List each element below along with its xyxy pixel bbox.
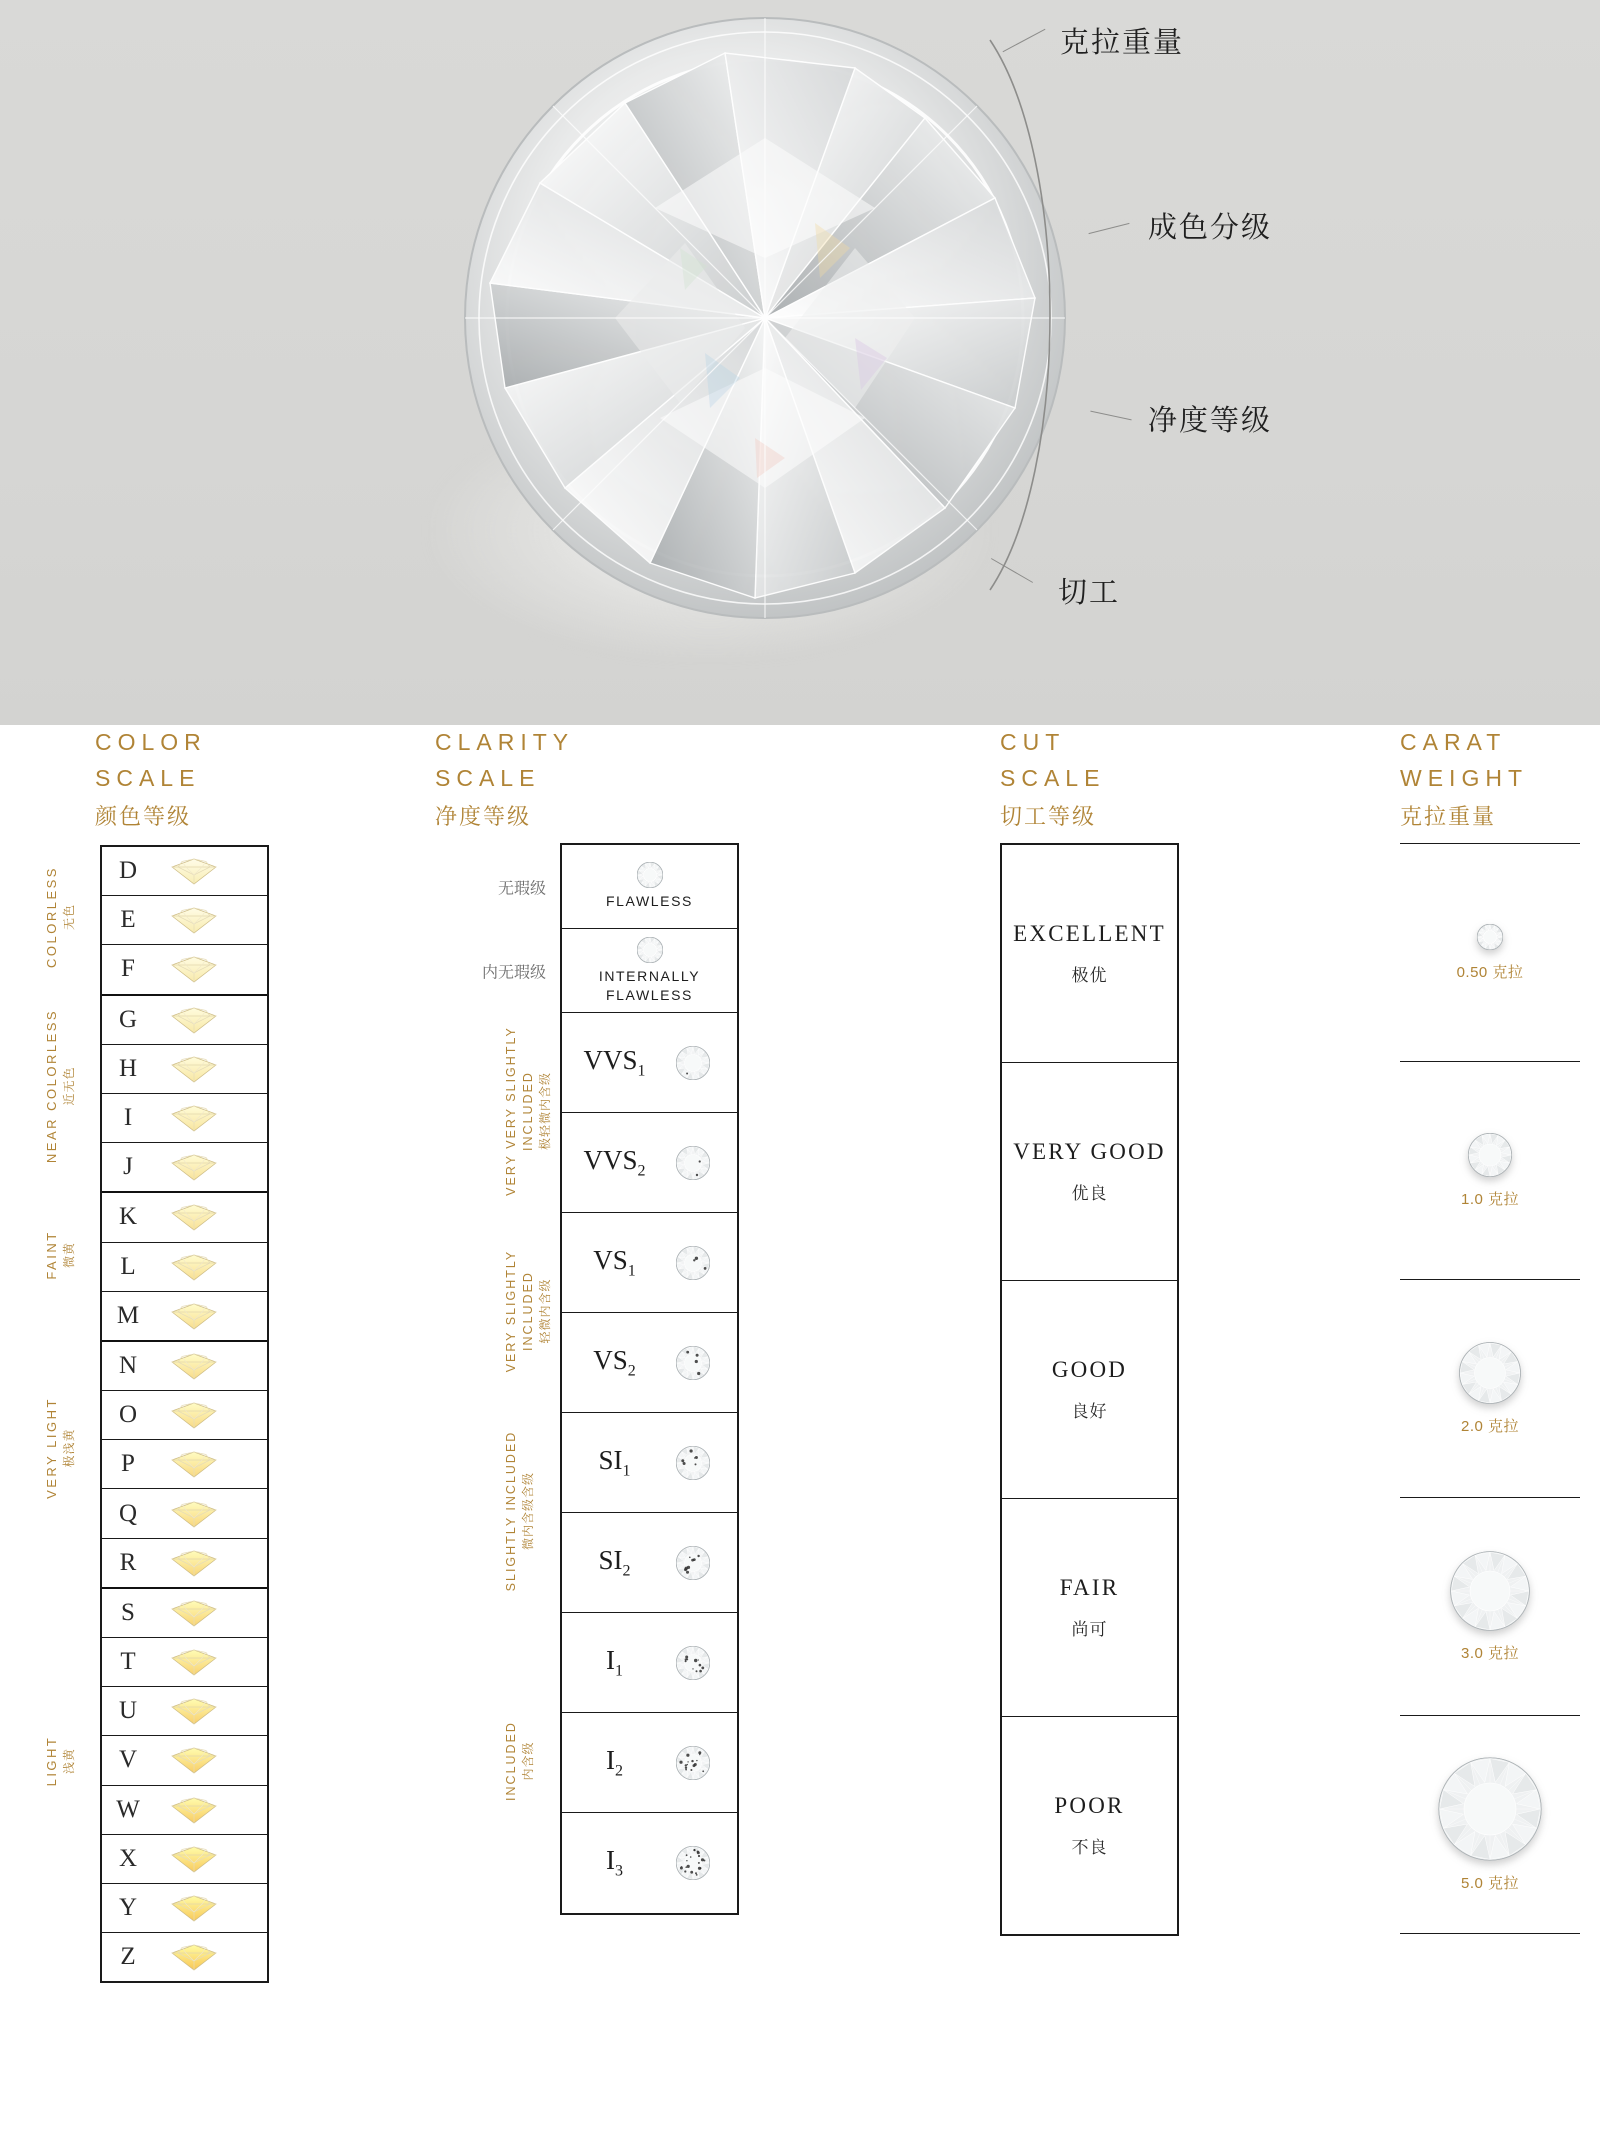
color-scale-title-cn: 颜色等级 — [95, 804, 192, 830]
carat-gem — [1438, 1757, 1542, 1866]
cut-grade-en: POOR — [1054, 1793, 1125, 1818]
color-grade-row — [102, 1094, 267, 1143]
color-grade-gem — [154, 1893, 234, 1923]
color-grade-row — [102, 1638, 267, 1687]
diamond-illustration — [455, 8, 1075, 628]
color-grade-letter: H — [118, 1054, 138, 1082]
round-diamond-icon — [676, 1846, 710, 1880]
cut-scale-title — [1000, 725, 1105, 834]
color-grade-letter: V — [118, 1746, 138, 1774]
carat-gem — [1477, 924, 1503, 955]
color-grade-letter: K — [118, 1203, 138, 1231]
gem-icon — [168, 1499, 220, 1529]
color-grade-row — [102, 1292, 267, 1342]
cut-grade-row — [1002, 1499, 1177, 1717]
carat-gem — [1468, 1133, 1512, 1182]
gem-icon — [168, 954, 220, 984]
clarity-grade-row — [562, 1413, 737, 1513]
gem-icon — [168, 1795, 220, 1825]
clarity-grade-row — [562, 1613, 737, 1713]
carat-weight-table — [1400, 843, 1580, 1934]
color-grade-letter: X — [118, 1844, 138, 1872]
gem-icon — [168, 1745, 220, 1775]
color-grade-gem — [154, 1942, 234, 1972]
carat-weight-label: 0.50 克拉 — [1456, 963, 1524, 981]
carat-weight-row — [1400, 844, 1580, 1062]
clarity-grade-gem — [658, 1446, 728, 1480]
color-grade-row — [102, 945, 267, 995]
gem-icon — [168, 1844, 220, 1874]
scales-section — [0, 725, 1600, 2130]
color-group-label-en: FAINT — [44, 1230, 59, 1280]
carat-weight-row — [1400, 1498, 1580, 1716]
color-group-label-cn: 浅黄 — [61, 1747, 76, 1774]
color-grade-row — [102, 1243, 267, 1292]
color-grade-letter: R — [119, 1548, 137, 1576]
color-grade-gem — [154, 1449, 234, 1479]
clarity-grade-gem — [658, 1846, 728, 1880]
cut-grade-row — [1002, 1281, 1177, 1499]
color-grade-letter: F — [121, 955, 135, 983]
carat-weight-row — [1400, 1280, 1580, 1498]
cut-scale-title-line1: CUT — [1000, 729, 1066, 755]
color-scale-title-line1: COLOR — [95, 729, 207, 755]
color-grade-letter: J — [123, 1153, 133, 1181]
color-grade-table — [100, 845, 269, 1983]
hero-label-carat: 克拉重量 — [1060, 27, 1185, 59]
color-grade-letter: Y — [118, 1894, 138, 1922]
color-grade-gem — [154, 1696, 234, 1726]
cut-grade-row — [1002, 1717, 1177, 1934]
color-grade-row — [102, 1687, 267, 1736]
color-grade-gem — [154, 1795, 234, 1825]
round-diamond-icon — [637, 937, 663, 963]
color-grade-letter: P — [121, 1450, 135, 1478]
color-grade-gem — [154, 1301, 234, 1331]
color-scale-title-line2: SCALE — [95, 764, 201, 791]
clarity-grade-row — [562, 1513, 737, 1613]
color-grade-gem — [154, 1400, 234, 1430]
color-grade-letter: L — [120, 1252, 136, 1280]
color-group-label-en: VERY LIGHT — [44, 1396, 59, 1499]
cut-grade-en: EXCELLENT — [1013, 921, 1166, 946]
gem-icon — [168, 1252, 220, 1282]
color-grade-row — [102, 896, 267, 945]
cut-grade-cn: 不良 — [1071, 1838, 1108, 1857]
color-grade-row — [102, 1736, 267, 1785]
clarity-grade-row — [481, 929, 737, 1013]
cut-grade-row — [1002, 845, 1177, 1063]
color-grade-row — [102, 1342, 267, 1391]
gem-icon — [168, 1893, 220, 1923]
gem-icon — [168, 1005, 220, 1035]
clarity-grade-code: $SI_1$ — [598, 1444, 631, 1480]
color-grade-gem — [154, 1647, 234, 1677]
clarity-grade-code: $SI_2$ — [598, 1544, 631, 1580]
color-grade-row — [102, 1391, 267, 1440]
color-grade-gem — [154, 1548, 234, 1578]
hero-label-clarity: 净度等级 — [1148, 405, 1273, 437]
gem-icon — [168, 1942, 220, 1972]
color-group-label — [43, 1646, 77, 1876]
clarity-grade-gem — [658, 1646, 728, 1680]
color-grade-gem — [154, 905, 234, 935]
clarity-grade-gem — [658, 1546, 728, 1580]
color-scale-title — [95, 725, 207, 834]
color-grade-letter: I — [123, 1104, 133, 1132]
color-grade-row — [102, 1589, 267, 1638]
round-diamond-icon — [1477, 924, 1503, 950]
cut-grade-table — [1000, 843, 1179, 1936]
carat-weight-row — [1400, 1716, 1580, 1933]
color-grade-row — [102, 1835, 267, 1884]
carat-weight-label: 3.0 克拉 — [1460, 1644, 1520, 1662]
clarity-group-label-en: VERY VERY SLIGHTLY INCLUDED — [504, 1026, 535, 1196]
gem-icon — [168, 1103, 220, 1133]
gem-icon — [168, 1202, 220, 1232]
color-grade-row — [102, 996, 267, 1045]
clarity-grade-gem — [615, 862, 685, 888]
color-grade-gem — [154, 954, 234, 984]
round-diamond-icon — [676, 1646, 710, 1680]
color-grade-row — [102, 1045, 267, 1094]
round-diamond-icon — [637, 862, 663, 888]
color-group-label-en: NEAR COLORLESS — [44, 1008, 59, 1164]
color-grade-row — [102, 1933, 267, 1981]
clarity-group-label-cn: 内含级 — [520, 1741, 535, 1781]
clarity-grade-code: $I_2$ — [606, 1744, 623, 1780]
hero-label-color: 成色分级 — [1148, 212, 1273, 244]
clarity-grade-row — [562, 1313, 737, 1413]
clarity-grade-code: $I_1$ — [606, 1644, 623, 1680]
cut-grade-en: GOOD — [1051, 1357, 1128, 1382]
cut-grade-en: FAIR — [1059, 1575, 1120, 1600]
color-grade-letter: U — [118, 1697, 138, 1725]
color-scale-column — [44, 725, 207, 1971]
clarity-group-label-en: INCLUDED — [504, 1721, 518, 1801]
clarity-group-label-cn: 极轻微内含级 — [537, 1072, 552, 1151]
carat-gem — [1450, 1551, 1530, 1636]
hero-diamond-image — [455, 8, 1075, 628]
gem-icon — [168, 1696, 220, 1726]
cut-scale-title-cn: 切工等级 — [1000, 804, 1097, 830]
color-grade-letter: O — [118, 1401, 138, 1429]
clarity-row-cn-label: 内无瑕级 — [481, 964, 546, 981]
color-grade-gem — [154, 1152, 234, 1182]
carat-weight-title — [1400, 725, 1528, 834]
cut-scale-title-line2: SCALE — [1000, 764, 1106, 791]
clarity-grade-gem — [658, 1346, 728, 1380]
carat-weight-label: 5.0 克拉 — [1460, 1874, 1520, 1892]
color-grade-letter: Z — [120, 1943, 136, 1971]
round-diamond-icon — [676, 1046, 710, 1080]
clarity-grade-code: $VS_2$ — [593, 1344, 636, 1380]
color-grade-letter: T — [120, 1648, 136, 1676]
leader-line-color — [1089, 223, 1130, 234]
clarity-row-cn-label: 无瑕级 — [497, 880, 546, 897]
carat-weight-title-line1: CARAT — [1400, 729, 1507, 755]
color-grade-letter: G — [118, 1005, 138, 1033]
carat-weight-row — [1400, 1062, 1580, 1280]
carat-weight-title-line2: WEIGHT — [1400, 764, 1528, 791]
clarity-scale-title-line2: SCALE — [435, 764, 541, 791]
color-grade-letter: M — [116, 1301, 140, 1329]
cut-grade-row — [1002, 1063, 1177, 1281]
clarity-group-label — [503, 1611, 536, 1911]
color-grade-letter: Q — [118, 1499, 138, 1527]
color-grade-gem — [154, 1103, 234, 1133]
color-grade-row — [102, 1786, 267, 1835]
color-group-label-cn: 极浅黄 — [61, 1428, 76, 1468]
color-grade-gem — [154, 1202, 234, 1232]
clarity-group-label — [503, 1211, 553, 1411]
gem-icon — [168, 856, 220, 886]
color-grade-letter: E — [120, 906, 136, 934]
clarity-group-label-cn: 轻微内含级 — [537, 1278, 552, 1344]
clarity-group-label-en: SLIGHTLY INCLUDED — [504, 1430, 518, 1592]
clarity-grade-word: FLAWLESS — [606, 893, 693, 910]
clarity-scale-title-line1: CLARITY — [435, 729, 575, 755]
color-grade-letter: N — [118, 1351, 138, 1379]
clarity-grade-row — [497, 845, 737, 929]
carat-gem — [1459, 1342, 1521, 1409]
hero-label-cut: 切工 — [1058, 577, 1121, 609]
hero-banner — [0, 0, 1600, 725]
round-diamond-icon — [1468, 1133, 1512, 1177]
color-grade-row — [102, 1440, 267, 1489]
clarity-group-label — [503, 1411, 536, 1611]
carat-weight-column — [1400, 725, 1528, 1892]
clarity-grade-gem — [658, 1046, 728, 1080]
color-grade-row — [102, 847, 267, 896]
color-grade-gem — [154, 1005, 234, 1035]
clarity-grade-row — [562, 1113, 737, 1213]
clarity-grade-gem — [658, 1246, 728, 1280]
round-diamond-icon — [676, 1546, 710, 1580]
clarity-scale-title-cn: 净度等级 — [435, 804, 532, 830]
clarity-grade-word: INTERNALLY FLAWLESS — [598, 967, 701, 1003]
gem-icon — [168, 1351, 220, 1381]
round-diamond-icon — [676, 1246, 710, 1280]
gem-icon — [168, 1301, 220, 1331]
clarity-grade-code: $VVS_2$ — [583, 1144, 646, 1180]
clarity-group-label-cn: 微内含级含级 — [520, 1472, 535, 1551]
gem-icon — [168, 1449, 220, 1479]
clarity-grade-gem — [658, 1146, 728, 1180]
gem-icon — [168, 1054, 220, 1084]
clarity-group-label — [503, 1011, 553, 1211]
color-group-label-en: LIGHT — [44, 1735, 59, 1787]
clarity-grade-row — [562, 1213, 737, 1313]
gem-icon — [168, 1400, 220, 1430]
cut-scale-column — [1000, 725, 1166, 1857]
carat-weight-label: 2.0 克拉 — [1460, 1417, 1520, 1435]
color-grade-gem — [154, 1252, 234, 1282]
round-diamond-icon — [676, 1446, 710, 1480]
round-diamond-icon — [1438, 1757, 1542, 1861]
color-group-label-cn: 无色 — [61, 904, 76, 931]
color-grade-row — [102, 1884, 267, 1933]
cut-grade-cn: 极优 — [1071, 966, 1108, 985]
color-grade-row — [102, 1193, 267, 1242]
color-grade-gem — [154, 856, 234, 886]
gem-icon — [168, 1548, 220, 1578]
clarity-grade-row — [562, 1813, 737, 1913]
clarity-scale-column — [435, 725, 701, 1880]
carat-weight-label: 1.0 克拉 — [1460, 1190, 1520, 1208]
gem-icon — [168, 1152, 220, 1182]
clarity-grade-code: $VVS_1$ — [583, 1044, 646, 1080]
clarity-grade-row — [562, 1013, 737, 1113]
leader-line-clarity — [1090, 411, 1131, 421]
color-grade-gem — [154, 1598, 234, 1628]
color-group-label-cn: 微黄 — [61, 1241, 76, 1268]
clarity-grade-gem — [615, 937, 685, 963]
color-grade-gem — [154, 1351, 234, 1381]
clarity-grade-row — [562, 1713, 737, 1813]
color-group-label-en: COLORLESS — [44, 866, 59, 969]
color-grade-gem — [154, 1844, 234, 1874]
cut-grade-en: VERY GOOD — [1013, 1139, 1166, 1164]
color-grade-letter: W — [116, 1795, 140, 1823]
gem-icon — [168, 1598, 220, 1628]
color-grade-gem — [154, 1499, 234, 1529]
color-grade-row — [102, 1489, 267, 1538]
color-grade-row — [102, 1539, 267, 1589]
round-diamond-icon — [676, 1146, 710, 1180]
gem-icon — [168, 905, 220, 935]
color-grade-letter: S — [121, 1598, 135, 1626]
round-diamond-icon — [1450, 1551, 1530, 1631]
round-diamond-icon — [1459, 1342, 1521, 1404]
color-grade-gem — [154, 1745, 234, 1775]
cut-grade-cn: 良好 — [1071, 1402, 1108, 1421]
color-group-label — [43, 1333, 77, 1563]
clarity-grade-gem — [658, 1746, 728, 1780]
clarity-grade-code: $I_3$ — [606, 1845, 623, 1880]
color-group-label-cn: 近无色 — [61, 1066, 76, 1106]
carat-weight-title-cn: 克拉重量 — [1400, 804, 1497, 830]
round-diamond-icon — [676, 1346, 710, 1380]
clarity-grade-code: $VS_1$ — [593, 1244, 636, 1280]
color-grade-gem — [154, 1054, 234, 1084]
color-grade-letter: D — [118, 857, 138, 885]
color-grade-row — [102, 1143, 267, 1193]
gem-icon — [168, 1647, 220, 1677]
cut-grade-cn: 优良 — [1071, 1184, 1108, 1203]
clarity-scale-title — [435, 725, 574, 834]
round-diamond-icon — [676, 1746, 710, 1780]
clarity-group-label-en: VERY SLIGHTLY INCLUDED — [504, 1249, 535, 1373]
cut-grade-cn: 尚可 — [1071, 1620, 1108, 1639]
